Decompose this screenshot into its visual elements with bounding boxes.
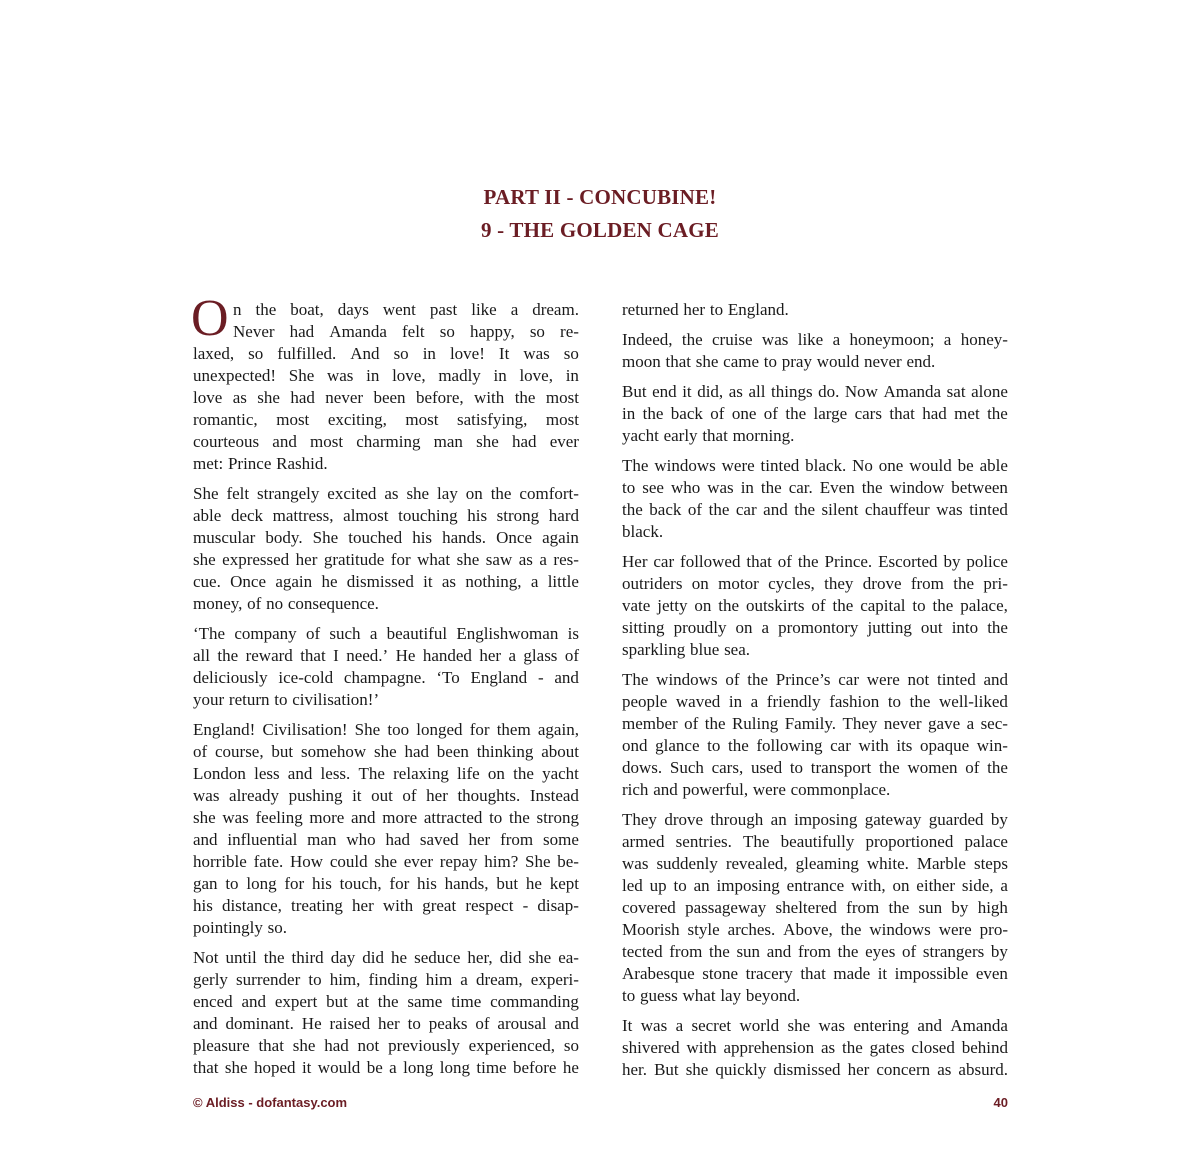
text-line: pointingly so. [193,918,288,937]
paragraph [622,1015,1008,1081]
text-line: ond glance to the following car with its opaque win- [622,736,1008,755]
text-line: They drove through an imposing gateway guarded by [622,810,1008,829]
text-line: was suddenly revealed, gleaming white. Marble steps [622,854,1008,873]
text-line: she was feeling more and more attracted to the strong [193,808,579,827]
right-column [622,299,1008,1089]
text-line: love as she had never been before, with the most [193,388,579,407]
text-line: the back of the car and the silent chauffeur was tinted [622,500,1008,519]
left-column [191,290,579,1087]
text-line: to see who was in the car. Even the window between [622,478,1008,497]
text-line: in the back of one of the large cars that had met the [622,404,1008,423]
text-line: member of the Ruling Family. They never gave a sec- [622,714,1008,733]
text-line: sitting proudly on a promontory jutting out into the [622,618,1008,637]
text-line: she expressed her gratitude for what she saw as a res- [193,550,579,569]
text-line: ‘The company of such a beautiful Englishwoman is [193,624,579,643]
text-line: It was a secret world she was entering and Amanda [622,1016,1008,1035]
text-line: of course, but somehow she had been thinking about [193,742,579,761]
text-line: armed sentries. The beautifully proportioned palace [622,832,1008,851]
text-line: outriders on motor cycles, they drove from the pri- [622,574,1008,593]
text-line: and dominant. He raised her to peaks of arousal and [193,1014,579,1033]
copyright-footer: © Aldiss - dofantasy.com [193,1095,348,1110]
text-line: London less and less. The relaxing life on the yacht [193,764,579,783]
text-line: enced and expert but at the same time commanding [193,992,579,1011]
text-line: led up to an imposing entrance with, on either side, a [622,876,1008,895]
text-line: shivered with apprehension as the gates closed behind [622,1038,1008,1057]
text-line: horrible fate. How could she ever repay him? She be- [193,852,579,871]
text-line: yacht early that morning. [622,426,795,445]
paragraph [193,947,579,1079]
paragraph [622,551,1008,661]
text-line: met: Prince Rashid. [193,454,328,473]
text-line: tected from the sun and from the eyes of strangers by [622,942,1008,961]
text-line: Never had Amanda felt so happy, so re- [233,322,579,341]
paragraph [193,623,579,711]
text-line: cue. Once again he dismissed it as nothing, a little [193,572,579,591]
text-line: Not until the third day did he seduce her, did she ea- [193,948,579,967]
text-line: and influential man who had saved her from some [193,830,579,849]
paragraph [191,290,579,475]
text-line: covered passageway sheltered from the sun by high [622,898,1008,917]
text-line: romantic, most exciting, most satisfying, most [193,410,579,429]
text-line: The windows of the Prince’s car were not tinted and [622,670,1008,689]
text-line: able deck mattress, almost touching his strong hard [193,506,579,525]
text-line: Her car followed that of the Prince. Escorted by police [622,552,1008,571]
text-line: was already pushing it out of her thoughts. Instead [193,786,579,805]
text-line: unexpected! She was in love, madly in love, in [193,366,579,385]
text-line: people waved in a friendly fashion to the well-liked [622,692,1008,711]
text-line: courteous and most charming man she had ever [193,432,579,451]
text-line: her. But she quickly dismissed her concern as absurd. [622,1060,1008,1079]
chapter-title: 9 - THE GOLDEN CAGE [481,218,719,242]
paragraph [622,299,1008,321]
text-line: black. [622,522,664,541]
text-line: The windows were tinted black. No one would be able [622,456,1008,475]
text-line: vate jetty on the outskirts of the capital to the palace, [622,596,1008,615]
text-line: sparkling blue sea. [622,640,751,659]
text-line: pleasure that she had not previously experienced, so [193,1036,579,1055]
page-number: 40 [993,1095,1008,1110]
text-line: Moorish style arches. Above, the windows were pro- [622,920,1008,939]
part-title: PART II - CONCUBINE! [483,185,717,209]
text-line: money, of no consequence. [193,594,379,613]
text-line: rich and powerful, were commonplace. [622,780,891,799]
text-line: laxed, so fulfilled. And so in love! It was so [193,344,579,363]
text-line: gerly surrender to him, finding him a dream, experi- [193,970,579,989]
paragraph [622,455,1008,543]
paragraph [622,329,1008,373]
text-line: She felt strangely excited as she lay on the comfort- [193,484,579,503]
text-line: to guess what lay beyond. [622,986,801,1005]
text-line: muscular body. She touched his hands. Once again [193,528,579,547]
paragraph [622,809,1008,1007]
text-line: gan to long for his touch, for his hands, but he kept [193,874,579,893]
text-line: dows. Such cars, used to transport the women of the [622,758,1008,777]
text-line: returned her to England. [622,300,789,319]
drop-cap: O [191,290,229,347]
text-line: that she hoped it would be a long long time before he [193,1058,579,1077]
text-line: deliciously ice-cold champagne. ‘To England - and [193,668,579,687]
text-line: moon that she came to pray would never end. [622,352,936,371]
text-line: his distance, treating her with great respect - disap- [193,896,579,915]
text-line: your return to civilisation!’ [193,690,380,709]
text-line: n the boat, days went past like a dream. [233,300,579,319]
text-line: Arabesque stone tracery that made it impossible even [622,964,1008,983]
paragraph [622,381,1008,447]
text-line: Indeed, the cruise was like a honeymoon; a honey- [622,330,1008,349]
text-line: all the reward that I need.’ He handed her a glass of [193,646,579,665]
paragraph [193,719,579,939]
text-line: England! Civilisation! She too longed for them again, [193,720,579,739]
paragraph [193,483,579,615]
text-line: But end it did, as all things do. Now Amanda sat alone [622,382,1008,401]
paragraph [622,669,1008,801]
